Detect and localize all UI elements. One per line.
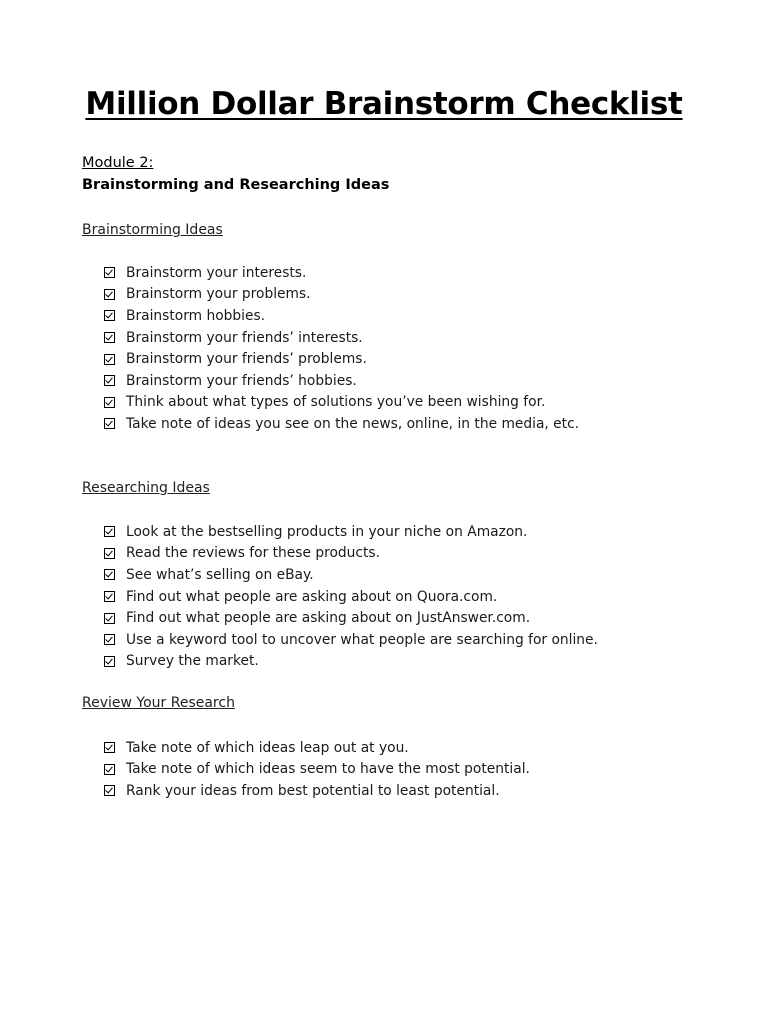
checklist-item — [104, 305, 579, 327]
checked-checkbox-icon — [104, 785, 115, 796]
checklist-item-text: Take note of which ideas leap out at you. — [126, 739, 409, 756]
checklist-item — [104, 392, 579, 414]
checklist-item-text: Brainstorm hobbies. — [126, 307, 266, 324]
checklist-item-text: Read the reviews for these products. — [126, 545, 380, 562]
checklist-item-text: Survey the market. — [126, 653, 259, 670]
checklist-item-text: Take note of which ideas seem to have the most potential. — [126, 761, 530, 778]
checklist-item-text: Brainstorm your friends’ interests. — [126, 329, 363, 346]
checked-checkbox-icon — [104, 397, 115, 408]
module-label: Module 2: — [82, 155, 154, 171]
checked-checkbox-icon — [104, 354, 115, 365]
checklist-item — [104, 348, 579, 370]
checklist-item-text: Brainstorm your friends’ hobbies. — [126, 372, 357, 389]
checklist-item — [104, 780, 530, 802]
document-title: Million Dollar Brainstorm Checklist — [85, 86, 683, 122]
section-heading-brainstorming-ideas: Brainstorming Ideas — [82, 222, 223, 238]
checked-checkbox-icon — [104, 656, 115, 667]
checked-checkbox-icon — [104, 764, 115, 775]
checklist-item — [104, 327, 579, 349]
checklist-item — [104, 262, 579, 284]
checklist-item — [104, 543, 598, 565]
checklist-item-text: Find out what people are asking about on JustAnswer.com. — [126, 610, 531, 627]
checklist-item — [104, 413, 579, 435]
checklist-item-text: Brainstorm your interests. — [126, 264, 307, 281]
checklist-item — [104, 759, 530, 781]
checklist-item — [104, 564, 598, 586]
checked-checkbox-icon — [104, 526, 115, 537]
checked-checkbox-icon — [104, 548, 115, 559]
checklist-item — [104, 521, 598, 543]
checklist-item-text: Find out what people are asking about on Quora.com. — [126, 588, 498, 605]
checklist-item — [104, 651, 598, 673]
checked-checkbox-icon — [104, 613, 115, 624]
checklist-researching-ideas — [104, 521, 598, 672]
checked-checkbox-icon — [104, 591, 115, 602]
checklist-item — [104, 629, 598, 651]
checked-checkbox-icon — [104, 418, 115, 429]
checklist-item — [104, 370, 579, 392]
checklist-item — [104, 586, 598, 608]
checklist-review-your-research — [104, 737, 530, 802]
checklist-item — [104, 607, 598, 629]
checked-checkbox-icon — [104, 375, 115, 386]
checked-checkbox-icon — [104, 267, 115, 278]
section-heading-researching-ideas: Researching Ideas — [82, 480, 210, 496]
checklist-item — [104, 737, 530, 759]
checklist-item-text: Look at the bestselling products in your niche on Amazon. — [126, 523, 528, 540]
checklist-item-text: See what’s selling on eBay. — [126, 566, 314, 583]
checked-checkbox-icon — [104, 310, 115, 321]
checklist-item-text: Brainstorm your problems. — [126, 286, 311, 303]
checklist-item — [104, 284, 579, 306]
module-title: Brainstorming and Researching Ideas — [82, 177, 390, 193]
checklist-item-text: Think about what types of solutions you’ve been wishing for. — [126, 394, 546, 411]
checklist-item-text: Use a keyword tool to uncover what people are searching for online. — [126, 631, 598, 648]
checklist-item-text: Brainstorm your friends’ problems. — [126, 351, 367, 368]
checklist-item-text: Take note of ideas you see on the news, online, in the media, etc. — [126, 415, 580, 432]
checklist-item-text: Rank your ideas from best potential to least potential. — [126, 782, 500, 799]
checked-checkbox-icon — [104, 634, 115, 645]
checked-checkbox-icon — [104, 742, 115, 753]
checked-checkbox-icon — [104, 289, 115, 300]
section-heading-review-your-research: Review Your Research — [82, 695, 235, 711]
checklist-brainstorming-ideas — [104, 262, 579, 435]
checked-checkbox-icon — [104, 569, 115, 580]
checked-checkbox-icon — [104, 332, 115, 343]
